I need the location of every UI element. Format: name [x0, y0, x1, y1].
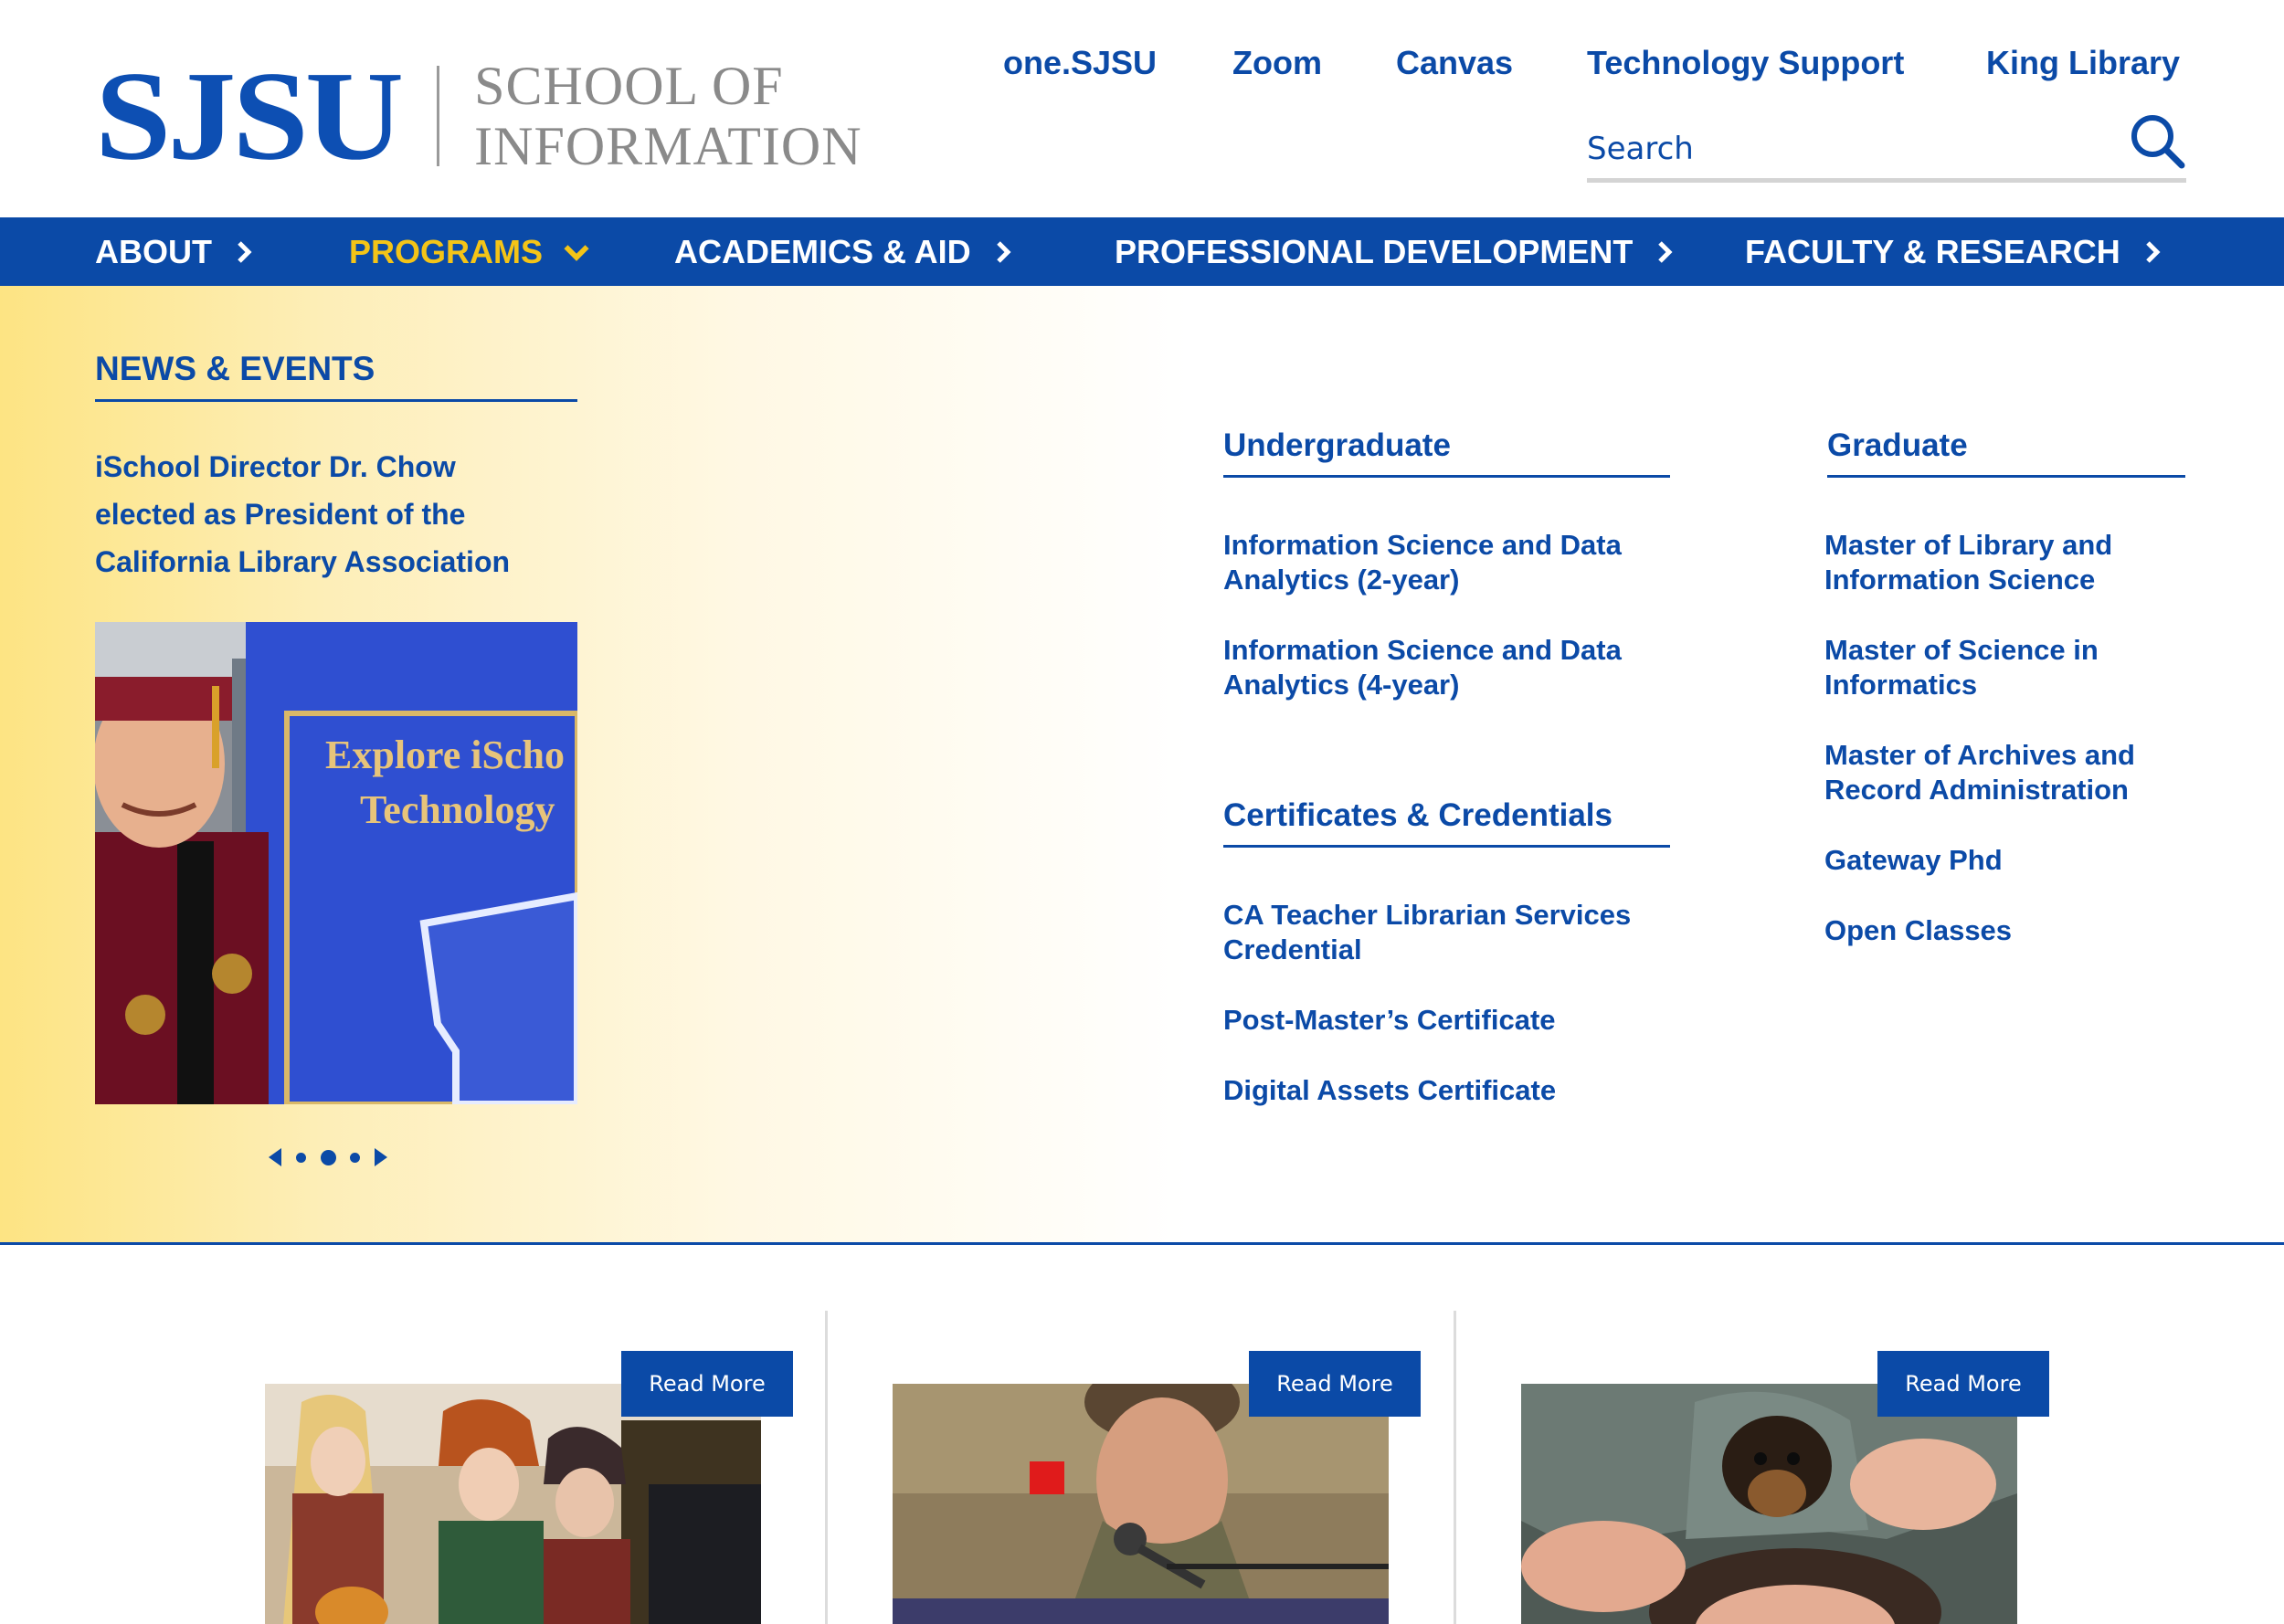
nav-academics-aid-label: ACADEMICS & AID [674, 232, 971, 270]
link-one-sjsu[interactable]: one.SJSU [1003, 44, 1158, 81]
link-text-line: Master of Archives and [1824, 739, 2135, 771]
link-king-library[interactable]: King Library [1986, 44, 2181, 81]
carousel-dot-active[interactable] [321, 1150, 336, 1165]
link-text-line: Open Classes [1824, 914, 2013, 946]
photo-banner-text-2: Technology [360, 787, 555, 832]
link-text-line: Gateway Phd [1824, 844, 2003, 876]
link-isda-2-year[interactable] [1223, 528, 1622, 597]
news-headline-line-1: iSchool Director Dr. Chow [95, 450, 456, 483]
link-text-line: Informatics [1824, 669, 1978, 701]
chevron-right-icon [1653, 240, 1676, 264]
card-image-illustration [265, 1384, 761, 1624]
link-text-line: Analytics (4-year) [1223, 669, 1460, 701]
card-divider [825, 1311, 828, 1624]
news-headline-link[interactable] [95, 443, 570, 585]
chevron-right-icon [2141, 240, 2164, 264]
logo-school-line-1: SCHOOL OF [474, 56, 784, 116]
nav-academics-aid[interactable] [674, 217, 1015, 286]
graduate-heading[interactable]: Graduate [1827, 427, 2185, 478]
link-canvas[interactable]: Canvas [1396, 44, 1514, 81]
link-mlis[interactable] [1824, 528, 2112, 597]
link-isda-4-year[interactable] [1223, 633, 1622, 702]
card-divider [1454, 1311, 1456, 1624]
logo-school-name [474, 56, 862, 176]
link-text-line: Information Science and Data [1223, 634, 1622, 666]
news-carousel-controls [269, 1141, 387, 1174]
read-more-button[interactable]: Read More [1249, 1351, 1421, 1417]
carousel-dot[interactable] [350, 1153, 360, 1163]
news-photo[interactable] [95, 622, 577, 1104]
link-text-line: Master of Library and [1824, 529, 2113, 561]
logo-divider [437, 66, 439, 166]
certificates-heading[interactable]: Certificates & Credentials [1223, 797, 1670, 848]
read-more-button[interactable]: Read More [1877, 1351, 2049, 1417]
nav-faculty-research[interactable] [1745, 217, 2164, 286]
logo-sjsu-wordmark: SJSU [95, 45, 401, 187]
link-text-line: Analytics (2-year) [1223, 564, 1460, 596]
link-gateway-phd[interactable] [1824, 843, 2003, 878]
link-mara[interactable] [1824, 738, 2135, 807]
link-ms-informatics[interactable] [1824, 633, 2099, 702]
nav-programs[interactable] [349, 217, 590, 286]
nav-about[interactable] [95, 217, 256, 286]
link-text-line: CA Teacher Librarian Services [1223, 899, 1632, 931]
programs-mega-menu [0, 286, 2284, 1245]
carousel-next-icon[interactable] [375, 1148, 387, 1166]
read-more-button[interactable]: Read More [621, 1351, 793, 1417]
search-icon[interactable] [2130, 113, 2186, 170]
news-events-heading: NEWS & EVENTS [95, 350, 577, 402]
card-image-dog[interactable] [1521, 1384, 2017, 1624]
link-technology-support[interactable]: Technology Support [1587, 44, 1905, 81]
news-headline-line-2: elected as President of the [95, 498, 466, 531]
nav-about-label: ABOUT [95, 232, 212, 270]
undergraduate-heading[interactable]: Undergraduate [1223, 427, 1670, 478]
logo-school-line-2: INFORMATION [474, 116, 862, 176]
chevron-down-icon [563, 238, 590, 266]
nav-professional-development-label: PROFESSIONAL DEVELOPMENT [1115, 232, 1634, 270]
link-text-line: Credential [1223, 933, 1362, 965]
search-bar [1587, 110, 2186, 183]
link-zoom[interactable]: Zoom [1232, 44, 1322, 81]
link-text-line: Record Administration [1824, 774, 2129, 806]
chevron-right-icon [232, 240, 256, 264]
nav-programs-label: PROGRAMS [349, 232, 544, 270]
news-headline-line-3: California Library Association [95, 545, 511, 578]
news-cards-section [0, 1245, 2284, 1624]
link-open-classes[interactable] [1824, 913, 2012, 948]
main-navigation [0, 217, 2284, 286]
link-teacher-librarian-credential[interactable] [1223, 898, 1631, 967]
card-image-soldier[interactable] [893, 1384, 1389, 1624]
link-digital-assets-certificate[interactable] [1223, 1073, 1556, 1108]
link-post-masters-certificate[interactable] [1223, 1003, 1556, 1038]
carousel-prev-icon[interactable] [269, 1148, 281, 1166]
search-input[interactable] [1587, 126, 2099, 172]
link-text-line: Information Science [1824, 564, 2096, 596]
site-header [0, 0, 2284, 217]
news-photo-illustration [95, 622, 577, 1104]
link-text-line: Digital Assets Certificate [1223, 1074, 1557, 1106]
chevron-right-icon [991, 240, 1015, 264]
card-image-halloween[interactable] [265, 1384, 761, 1624]
link-text-line: Post-Master’s Certificate [1223, 1004, 1556, 1036]
link-text-line: Master of Science in [1824, 634, 2099, 666]
sjsu-school-of-information-logo[interactable] [95, 47, 862, 185]
nav-faculty-research-label: FACULTY & RESEARCH [1745, 232, 2120, 270]
photo-banner-text-1: Explore iScho [325, 733, 566, 777]
carousel-dot[interactable] [296, 1153, 306, 1163]
nav-professional-development[interactable] [1115, 217, 1676, 286]
link-text-line: Information Science and Data [1223, 529, 1622, 561]
card-image-illustration [1521, 1384, 2017, 1624]
card-image-illustration [893, 1384, 1389, 1624]
